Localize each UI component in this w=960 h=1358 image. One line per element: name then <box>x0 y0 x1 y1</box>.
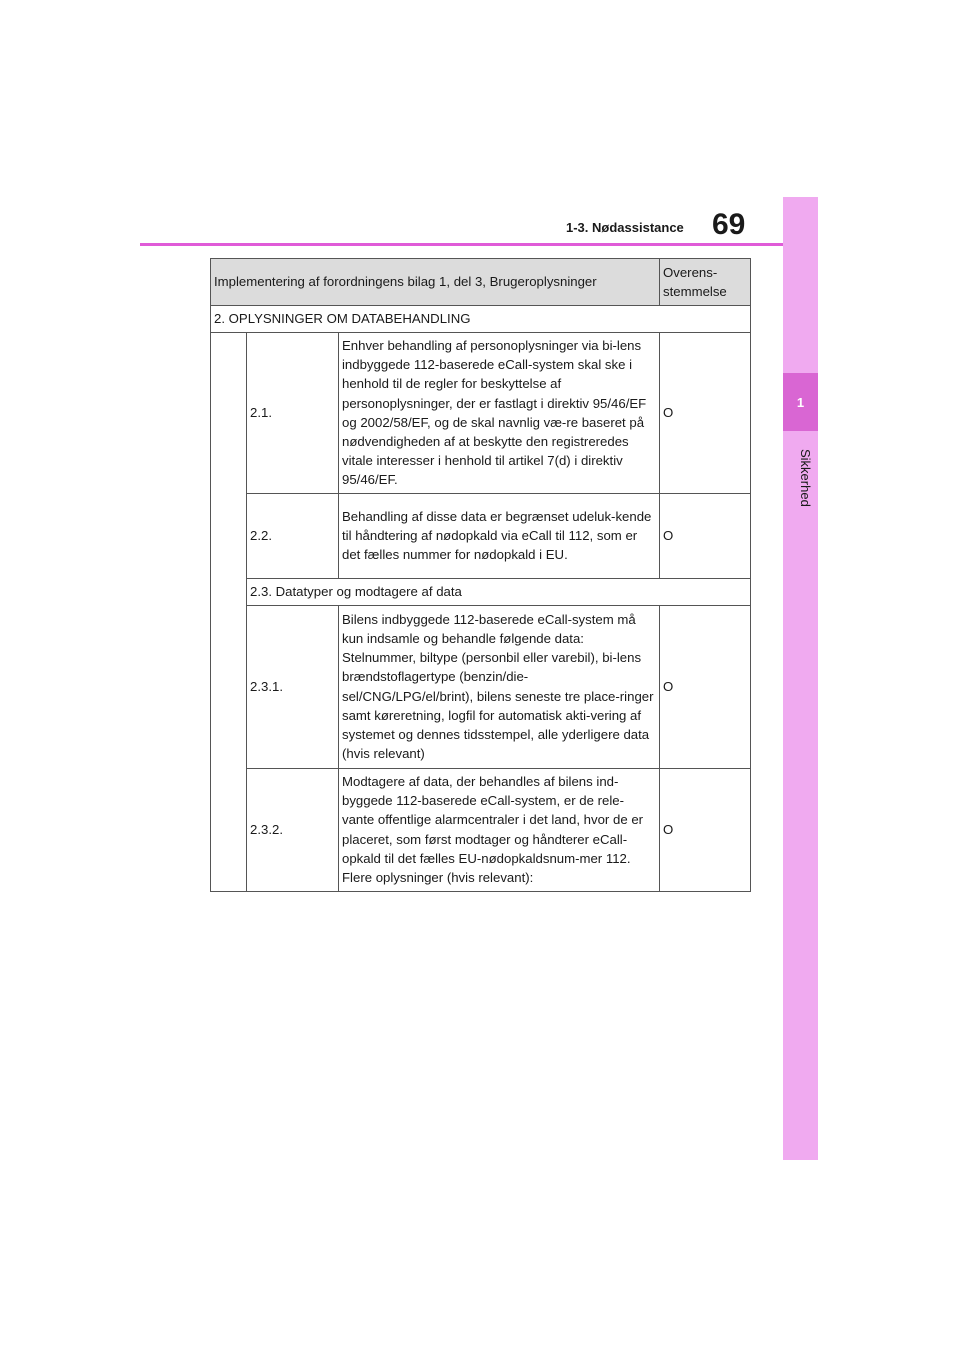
clause-conformity: O <box>660 605 751 768</box>
table-header-row <box>211 259 751 306</box>
chapter-label: Sikkerhed <box>798 449 813 507</box>
table-row <box>211 493 751 578</box>
clause-number: 2.2. <box>247 493 339 578</box>
subsection-heading: 2.3. Datatyper og modtagere af data <box>247 578 751 605</box>
clause-number: 2.3.1. <box>247 605 339 768</box>
table-row <box>211 306 751 333</box>
header-divider <box>140 243 785 246</box>
clause-text: Enhver behandling af personoplysninger via bi-lens indbyggede 112-baserede eCall-system skal ske i henhold til de regler for beskyttelse af personoplysninger, der er fastlagt i direktiv 95/46/EF og 2002/58/EF, og de skal navnlig væ-re baseret på nødvendigheden af at beskytte den registreredes vitale interesser i henhold til artikel 7(d) i direktiv 95/46/EF. <box>339 333 660 494</box>
user-information-table <box>210 258 751 892</box>
table-row <box>211 768 751 891</box>
table-row <box>211 578 751 605</box>
clause-conformity: O <box>660 493 751 578</box>
section-heading: 2. OPLYSNINGER OM DATABEHANDLING <box>211 306 751 333</box>
table-row <box>211 333 751 494</box>
clause-conformity: O <box>660 333 751 494</box>
table-row <box>211 605 751 768</box>
indent-cell <box>211 333 247 892</box>
clause-number: 2.3.2. <box>247 768 339 891</box>
clause-text: Bilens indbyggede 112-baserede eCall-system må kun indsamle og behandle følgende data: Stelnummer, biltype (personbil eller varebil), bi-lens brændstoflagertype (benzin/die-sel/CNG/LPG/el/brint), bilens seneste tre place-ringer samt køreretning, logfil for automatisk akti-vering af systemet og dennes tidsstempel, alle yderligere data (hvis relevant) <box>339 605 660 768</box>
header-implementation: Implementering af forordningens bilag 1, del 3, Brugeroplysninger <box>211 259 660 306</box>
clause-text: Modtagere af data, der behandles af bilens ind-byggede 112-baserede eCall-system, er de rele-vante offentlige alarmcentraler i det land, hvor de er placeret, som først modtager og håndterer eCall-opkald til det fælles EU-nødopkaldsnum-mer 112. Flere oplysninger (hvis relevant): <box>339 768 660 891</box>
chapter-side-tab <box>783 197 818 1160</box>
clause-text: Behandling af disse data er begrænset udeluk-kende til håndtering af nødopkald via eCall til 112, som er det fælles nummer for nødopkald i EU. <box>339 493 660 578</box>
clause-number: 2.1. <box>247 333 339 494</box>
clause-conformity: O <box>660 768 751 891</box>
chapter-number: 1 <box>783 373 818 431</box>
page-number: 69 <box>712 208 746 241</box>
header-conformity: Overens-stemmelse <box>660 259 751 306</box>
section-title: 1-3. Nødassistance <box>566 220 684 235</box>
